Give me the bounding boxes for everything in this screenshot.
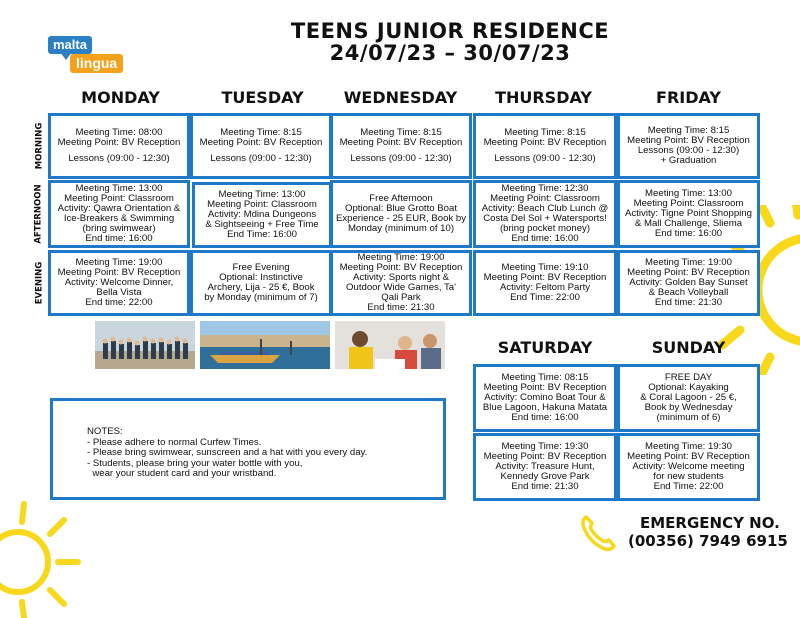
cell-saturday-day: Meeting Time: 08:15 Meeting Point: BV Reception Activity: Comino Boat Tour & Blue Lagoon, Hakuna Matata End time: 16:00 [473,364,617,432]
cell-thursday-evening: Meeting Time: 19:10 Meeting Point: BV Reception Activity: Feltom Party End Time: 22:00 [473,250,617,316]
cell-tuesday-morning: Meeting Time: 8:15 Meeting Point: BV Reception Lessons (09:00 - 12:30) [190,113,332,179]
cell-wednesday-morning: Meeting Time: 8:15 Meeting Point: BV Reception Lessons (09:00 - 12:30) [330,113,472,179]
title-line-1: TEENS JUNIOR RESIDENCE [290,19,610,43]
day-header-thursday: THURSDAY [495,88,592,107]
cell-monday-morning: Meeting Time: 08:00 Meeting Point: BV Reception Lessons (09:00 - 12:30) [48,113,190,179]
notes-line: - Students, please bring your water bottle with you, [87,457,303,469]
cell-saturday-evening: Meeting Time: 19:30 Meeting Point: BV Reception Activity: Treasure Hunt, Kennedy Grove Park End time: 21:30 [473,433,617,501]
notes-line: - Please adhere to normal Curfew Times. [87,436,262,448]
logo-malta-text: malta [48,36,92,54]
cell-tuesday-evening: Free Evening Optional: Instinctive Archery, Lija - 25 €, Book by Monday (minimum of 7) [190,250,332,316]
notes-line: wear your student card and your wristband. [87,468,277,479]
day-header-saturday: SATURDAY [497,338,593,357]
cell-thursday-afternoon: Meeting Time: 12:30 Meeting Point: Classroom Activity: Beach Club Lunch @ Costa Del Sol + Watersports! (bring pocket money) End time: 16:00 [473,180,617,248]
photo-student-group [95,321,195,369]
emergency-contact [628,514,788,550]
cell-friday-evening: Meeting Time: 19:00 Meeting Point: BV Reception Activity: Golden Bay Sunset & Beach Volleyball End time: 21:30 [617,250,760,316]
title-line-2: 24/07/23 – 30/07/23 [329,41,571,65]
cell-friday-morning: Meeting Time: 8:15 Meeting Point: BV Reception Lessons (09:00 - 12:30) + Graduation [617,113,760,179]
period-label-morning: MORNING [34,122,45,170]
notes-box [50,398,446,500]
period-label-evening: EVENING [34,261,44,305]
photo-classroom-students [335,321,445,369]
cell-tuesday-afternoon: Meeting Time: 13:00 Meeting Point: Classroom Activity: Mdina Dungeons & Sightseeing + Free Time End Time: 16:00 [192,182,332,248]
day-header-sunday: SUNDAY [651,338,726,357]
cell-wednesday-afternoon: Free Afternoon Optional: Blue Grotto Boat Experience - 25 EUR, Book by Monday (minimum of 10) [330,180,472,248]
day-header-wednesday: WEDNESDAY [343,88,458,107]
cell-wednesday-evening: Meeting Time: 19:00 Meeting Point: BV Reception Activity: Sports night & Outdoor Wide Games, Ta' Qali Park End time: 21:30 [330,250,472,316]
cell-monday-afternoon: Meeting Time: 13:00 Meeting Point: Classroom Activity: Qawra Orientation & Ice-Breakers & Swimming (bring swimwear) End time: 16:00 [48,180,190,248]
cell-thursday-morning: Meeting Time: 8:15 Meeting Point: BV Reception Lessons (09:00 - 12:30) [473,113,617,179]
logo-lingua-text: lingua [70,54,123,73]
period-label-afternoon: AFTERNOON [34,184,44,244]
sun-icon-left [0,500,90,618]
cell-friday-afternoon: Meeting Time: 13:00 Meeting Point: Classroom Activity: Tigne Point Shopping & Mall Challenge, Sliema End time: 16:00 [617,180,760,248]
phone-icon [578,513,618,553]
cell-sunday-day: FREE DAY Optional: Kayaking & Coral Lagoon - 25 €, Book by Wednesday (minimum of 6) [617,364,760,432]
cell-sunday-evening: Meeting Time: 19:30 Meeting Point: BV Reception Activity: Welcome meeting for new students End Time: 22:00 [617,433,760,501]
day-header-tuesday: TUESDAY [221,88,304,107]
malta-lingua-logo [48,36,130,82]
cell-monday-evening: Meeting Time: 19:00 Meeting Point: BV Reception Activity: Welcome Dinner, Bella Vista End time: 22:00 [48,250,190,316]
page-title [260,20,640,64]
day-header-friday: FRIDAY [656,88,721,107]
emergency-label: EMERGENCY NO. [640,514,780,532]
day-header-monday: MONDAY [81,88,160,107]
emergency-number: (00356) 7949 6915 [628,532,788,550]
notes-text [87,427,367,480]
photo-harbour-boat [200,321,330,369]
notes-line: - Please bring swimwear, sunscreen and a hat with you every day. [87,447,368,458]
notes-heading: NOTES: [87,426,123,437]
